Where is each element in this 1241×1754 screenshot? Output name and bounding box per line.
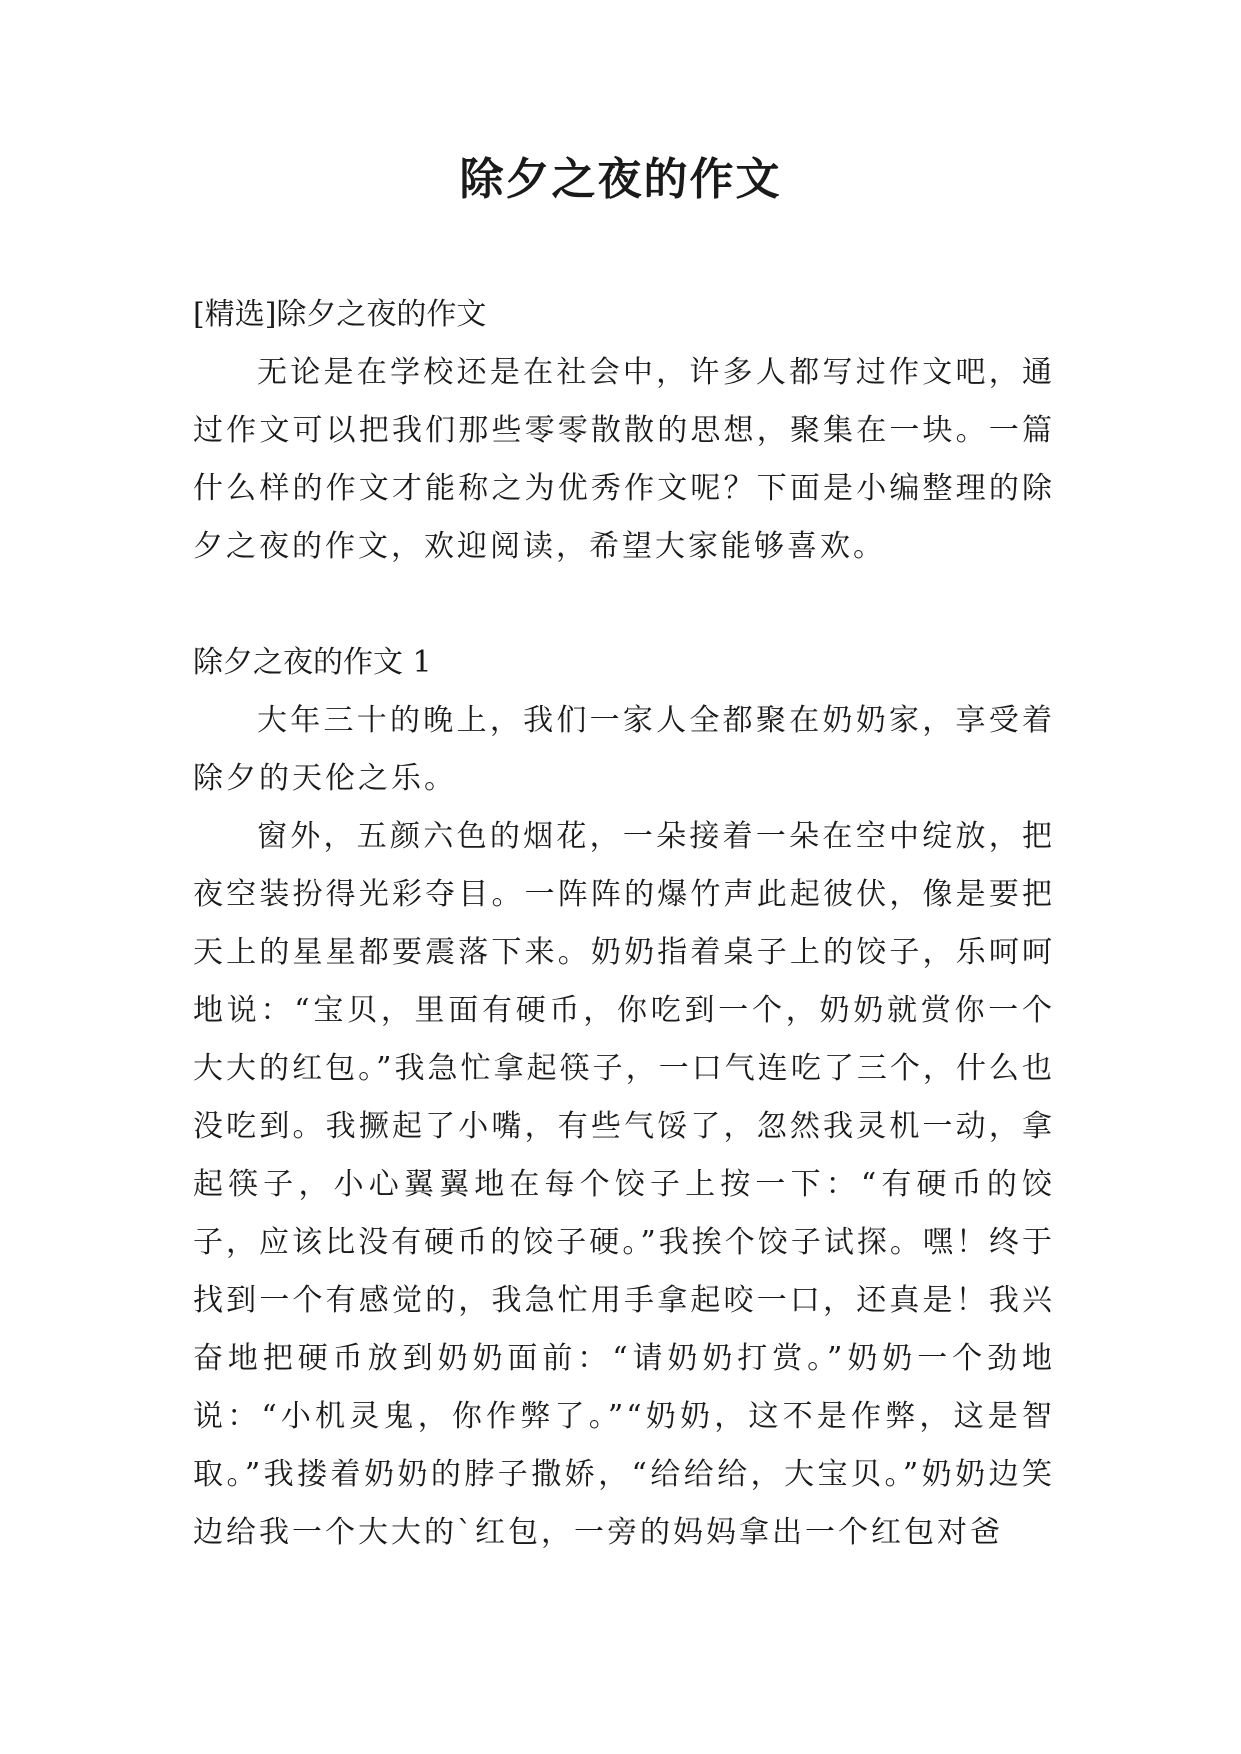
body-paragraph: 大年三十的晚上，我们一家人全都聚在奶奶家，享受着除夕的天伦之乐。 <box>193 703 1055 796</box>
document-title: 除夕之夜的作文 <box>459 154 782 205</box>
section-spacer <box>193 576 1055 634</box>
body-paragraph: 窗外，五颜六色的烟花，一朵接着一朵在空中绽放，把夜空装扮得光彩夺目。一阵阵的爆竹声此起彼伏，像是要把天上的星星都要震落下来。奶奶指着桌子上的饺子，乐呵呵地说：“宝贝，里面有硬币，你吃到一个，奶奶就赏你一个大大的红包。”我急忙拿起筷子，一口气连吃了三个，什么也没吃到。我撅起了小嘴，有些气馁了，忽然我灵机一动，拿起筷子，小心翼翼地在每个饺子上按一下：“有硬币的饺子，应该比没有硬币的饺子硬。”我挨个饺子试探。嘿！终于找到一个有感觉的，我急忙用手拿起咬一口，还真是！我兴奋地把硬币放到奶奶面前：“请奶奶打赏。”奶奶一个劲地说：“小机灵鬼，你作弊了。”“奶奶，这不是作弊，这是智取。”我搂着奶奶的脖子撒娇，“给给给，大宝贝。”奶奶边笑边给我一个大大的`红包，一旁的妈妈拿出一个红包对爸 <box>193 819 1055 1550</box>
intro-paragraph: 无论是在学校还是在社会中，许多人都写过作文吧，通过作文可以把我们那些零零散散的思想，聚集在一块。一篇什么样的作文才能称之为优秀作文呢？下面是小编整理的除夕之夜的作文，欢迎阅读，希望大家能够喜欢。 <box>193 355 1055 564</box>
document-subtitle: [精选]除夕之夜的作文 <box>193 297 487 332</box>
document-body <box>193 286 1055 1562</box>
section-heading: 除夕之夜的作文 1 <box>193 645 432 680</box>
